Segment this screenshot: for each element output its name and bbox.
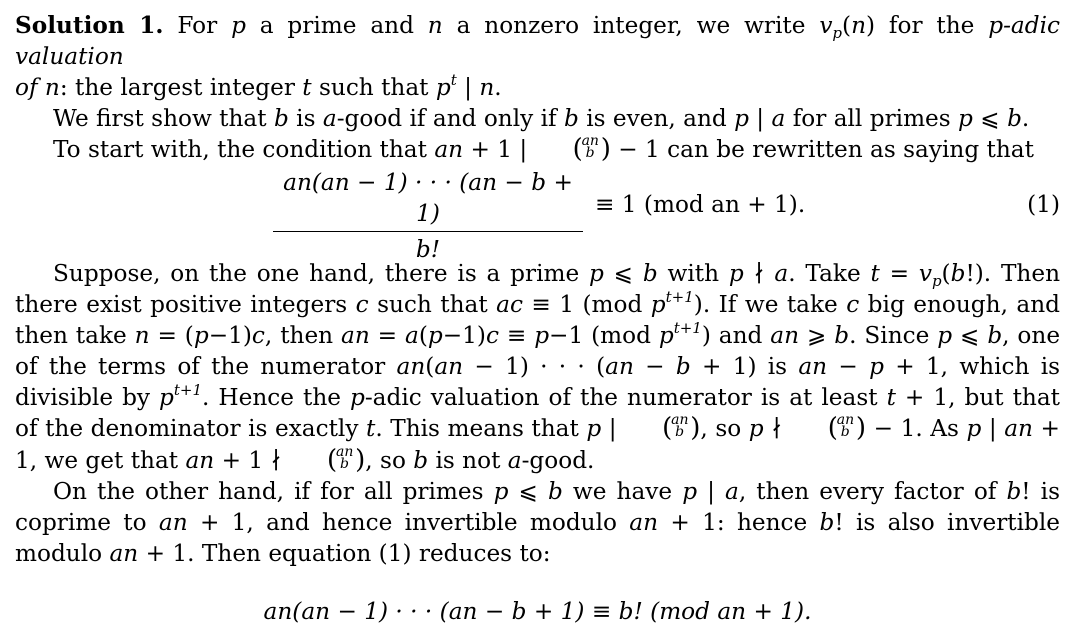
equation-1-number: (1) [1027, 191, 1060, 218]
solution-page [15, 10, 1061, 625]
equation-1-denominator: b! [415, 236, 441, 263]
solution-label: Solution 1. [15, 12, 164, 39]
equation-1-numerator: an(an − 1) · · · (an − b + 1) [283, 169, 573, 227]
paragraph-case-2 [15, 476, 1060, 569]
paragraph-intro: Solution 1. For p a prime and n a nonzero integer, we write $v_p(n)$ for the p-adic valuation [15, 12, 1060, 70]
equation-1 [15, 161, 1060, 263]
binomial-an-b: ( an b ) [572, 133, 611, 164]
equation-2-text: an(an − 1) · · · (an − b + 1) ≡ b! (mod an + 1). [263, 598, 812, 625]
paragraph-claim: We first show that b is a-good if and only if b is even, and p | a for all primes p ⩽ b. [53, 105, 1030, 132]
equation-1-congruence: ≡ 1 (mod an + 1). [595, 191, 806, 218]
paragraph-case-1 [15, 258, 1060, 477]
paragraph-case-1-text: Suppose, on the one hand, there is a prime p ⩽ b with p ∤ a. Take $t = v_p(b!)$. Then there exist positive integers c such that ac ≡ 1 (mod $p^{t+1}$). If we take c big enough, and then take n = (p−1)c, then an = a(p−1)c ≡ p−1 (mod $p^{t+1}$) and an ⩾ b. Since p ⩽ b, one of the terms of the numerator an(an − 1) · · · (an − b + 1) is an − p + 1, which is divisible by $p^{t+1}$. Hence the p-adic valuation of the numerator is at least t + 1, but that of the denominator is exactly t. This means that p | ( an b ), so p ∤ ( an b ) − 1. As p | an + 1, we get that an + 1 ∤ ( an b ), so b is not a-good. [15, 260, 1061, 475]
equation-1-fraction [273, 167, 583, 265]
equation-2 [15, 596, 1060, 627]
paragraph-case-2-text: On the other hand, if for all primes p ⩽ b we have p | a, then every factor of b! is coprime to an + 1, and hence invertible modulo an + 1: hence b! is also invertible modulo an + 1. Then equation (1) reduces to: [15, 478, 1060, 567]
paragraph-condition: To start with, the condition that an + 1 | ( an b ) − 1 can be rewritten as saying that [53, 133, 1034, 164]
paragraph-intro-cont: of n: the largest integer t such that $p^t$ | n. [15, 71, 502, 101]
